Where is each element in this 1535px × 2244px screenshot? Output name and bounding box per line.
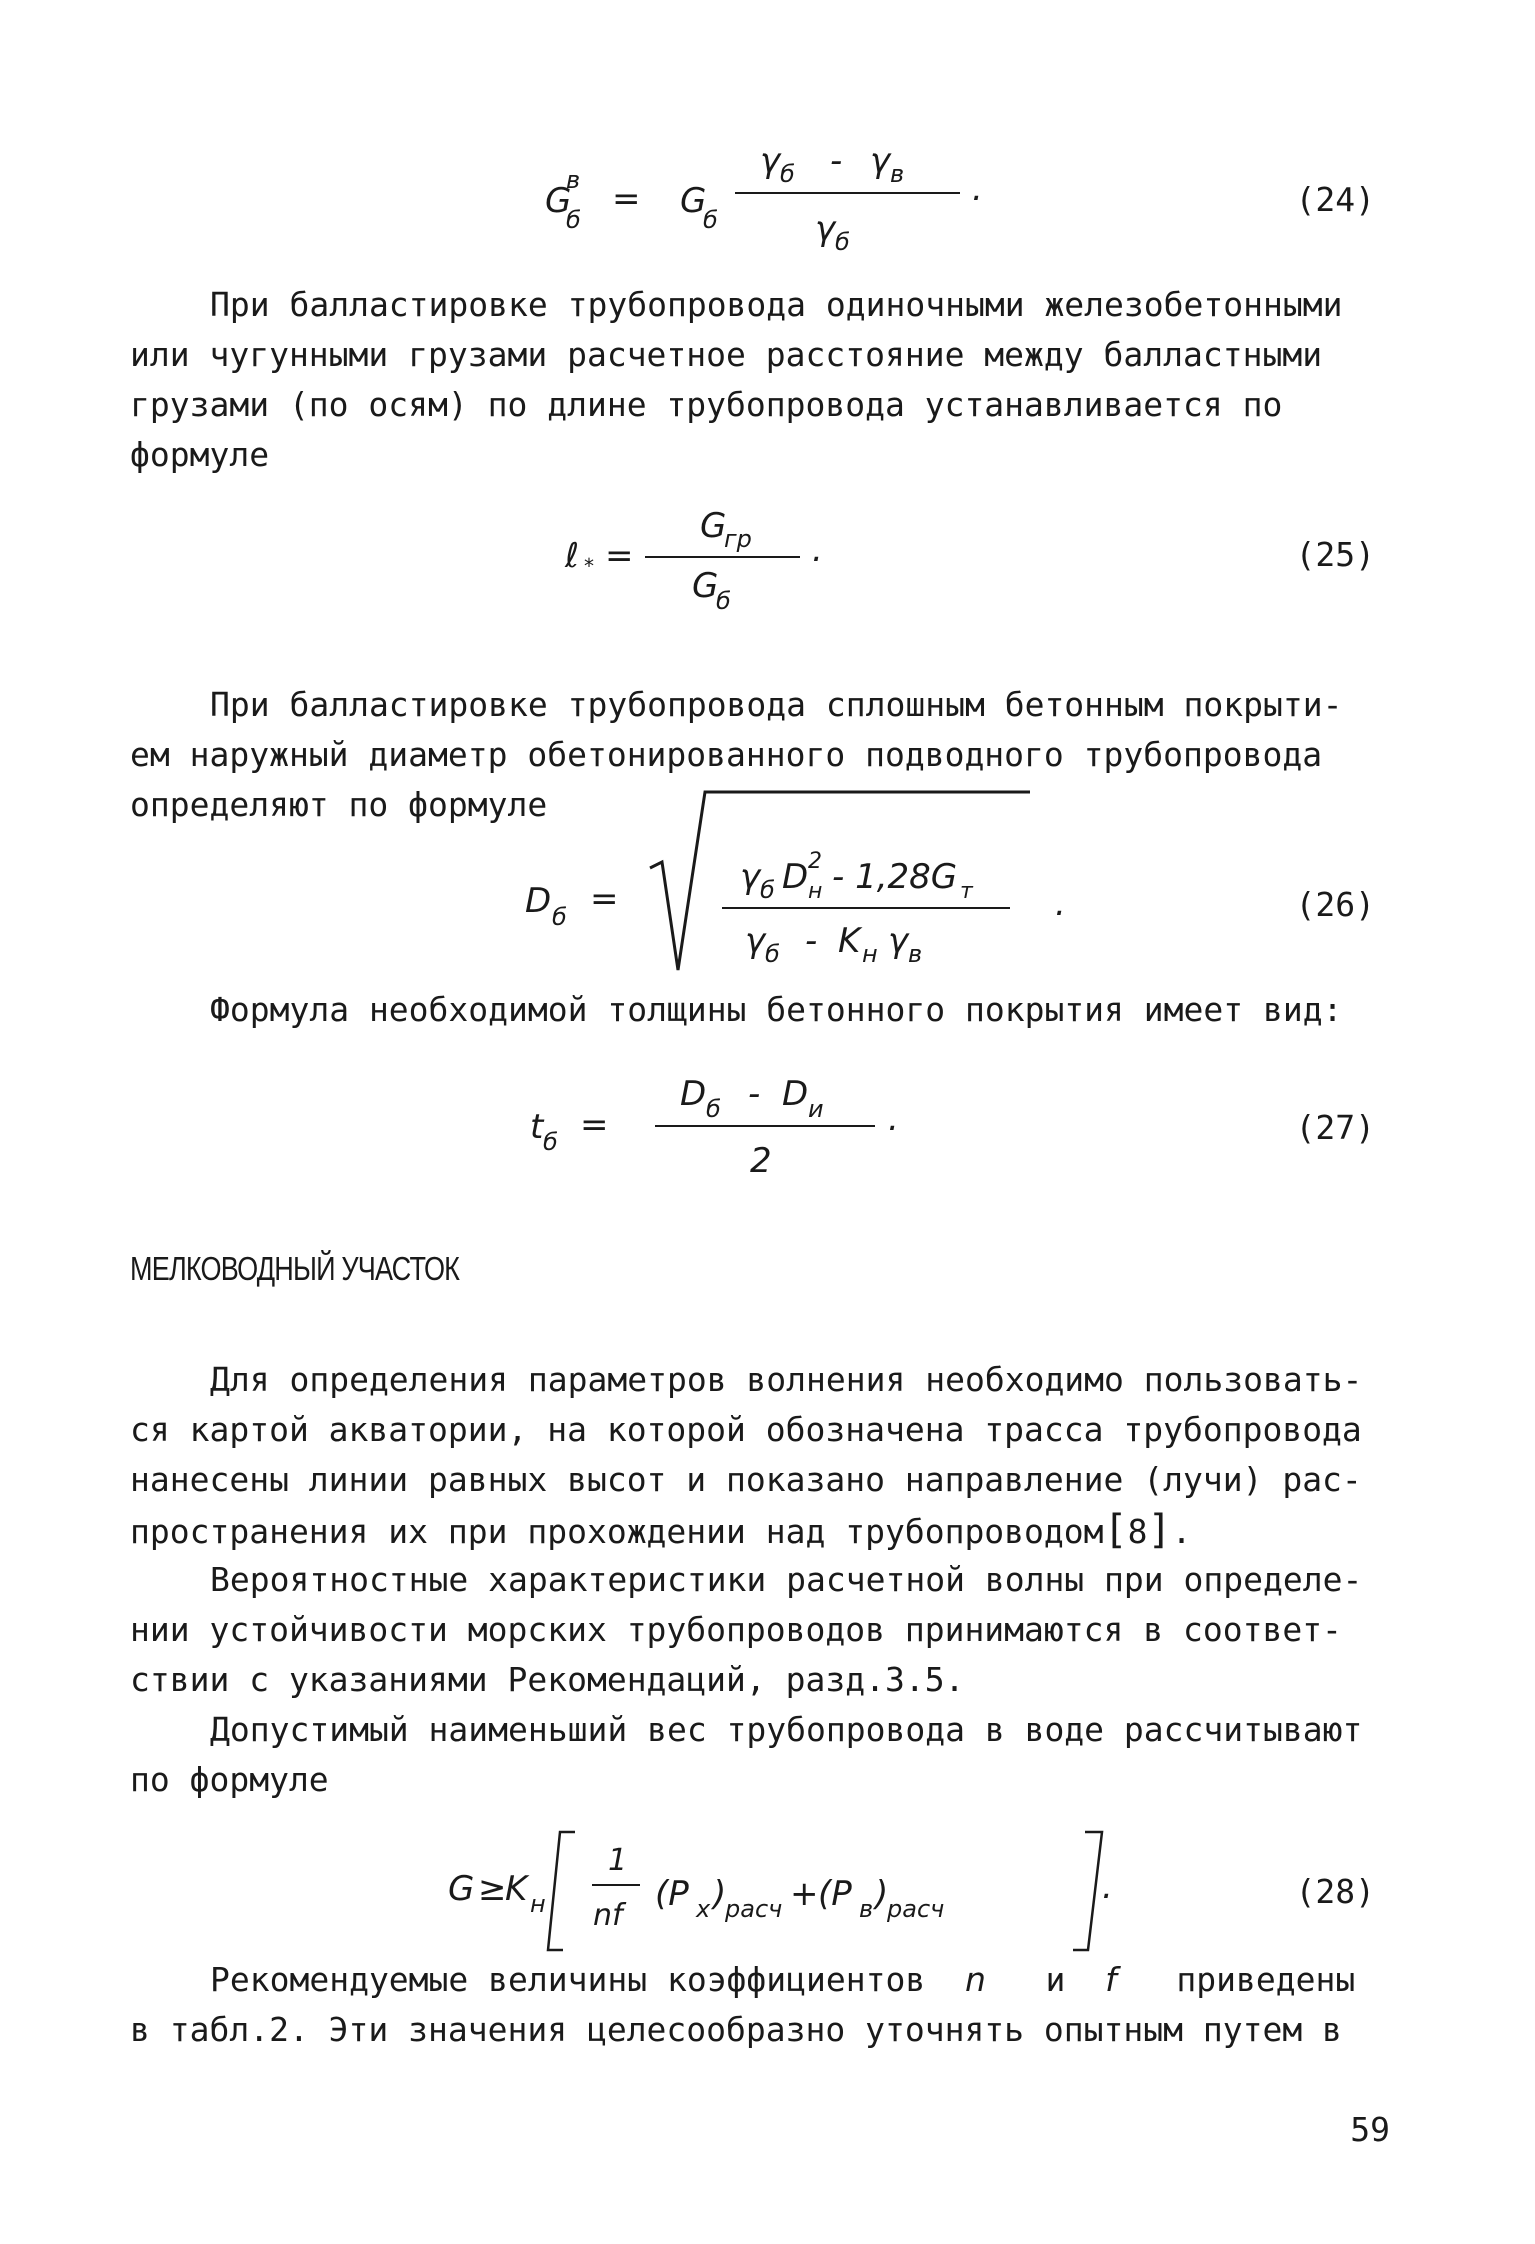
text-line: в табл.2. Эти значения целесообразно уточнять опытным путем в [130,2010,1342,2049]
svg-text:расч: расч [887,1895,945,1923]
paragraph-ballast-spacing [130,280,1400,480]
page-number: 59 [1350,2110,1390,2149]
text-line: формуле [130,435,270,474]
text-line: или чугунными грузами расчетное расстояние между балластными [130,335,1323,374]
svg-text:б: б [716,587,731,615]
svg-text:н: н [530,1890,546,1918]
text-line: Формула необходимой толщины бетонного покрытия имеет вид: [210,990,1343,1029]
svg-text:гр: гр [724,525,752,553]
text-fragment: приведены [1176,1960,1356,1999]
svg-text:): ) [875,1874,889,1914]
formula-27-number: (27) [1295,1108,1375,1147]
svg-text:и: и [808,1095,824,1123]
svg-text:б: б [543,1128,558,1156]
coefficient-f: f [1105,1960,1117,1999]
svg-text:н: н [862,940,878,968]
text-fragment: пространения их при прохождении над трубопроводом [130,1512,1104,1551]
svg-text:б: б [552,903,567,931]
svg-text:D: D [782,857,809,897]
svg-text:н: н [808,879,823,904]
svg-text:.: . [1055,884,1066,924]
svg-text:D: D [782,1074,809,1114]
text-line: Допустимый наименьший вес трубопровода в воде рассчитывают [210,1710,1363,1749]
text-line: ся картой акватории, на которой обозначена трасса трубопровода [130,1410,1362,1449]
svg-text:б: б [780,160,795,188]
svg-text:*: * [584,554,594,578]
svg-text:т: т [960,879,973,904]
formula-25 [0,495,1535,625]
text-line: Для определения параметров волнения необходимо пользовать- [210,1360,1363,1399]
svg-text:в: в [566,166,581,194]
svg-text:G: G [545,181,572,221]
svg-text:(P: (P [655,1874,689,1914]
svg-text:в: в [859,1895,874,1923]
formula-28 [0,1810,1535,1960]
svg-text:.: . [812,530,823,570]
svg-text:ℓ: ℓ [565,536,580,576]
text-fragment: и [1045,1960,1066,1999]
svg-text:-: - [830,141,843,181]
formula-25-number: (25) [1295,535,1375,574]
svg-text:б: б [566,206,581,234]
svg-text:.: . [1102,1867,1113,1907]
svg-text:расч: расч [725,1895,783,1923]
text-line [130,1955,1400,2005]
citation-open-bracket: [ [1103,1507,1128,1553]
text-line: При балластировке трубопровода одиночными железобетонными [210,285,1343,324]
svg-text:x: x [696,1895,711,1923]
paragraph-wave-parameters [130,1355,1400,1557]
formula-27 [0,1060,1535,1190]
svg-text:в: в [908,940,923,968]
svg-text:≥: ≥ [478,1869,507,1909]
paragraph-coefficients [130,1955,1400,2055]
text-line: определяют по формуле [130,785,548,824]
text-line: нии устойчивости морских трубопроводов принимаются в соответ- [130,1610,1342,1649]
svg-text:=: = [605,536,634,576]
svg-text:γ: γ [760,141,781,181]
svg-text:D: D [525,881,552,921]
svg-text:t: t [530,1107,544,1147]
svg-text:б: б [765,940,780,968]
svg-text:б: б [706,1095,721,1123]
formula-26 [0,780,1535,980]
section-heading: МЕЛКОВОДНЫЙ УЧАСТОК [130,1250,460,1287]
svg-text:=: = [580,1105,609,1145]
formula-26-number: (26) [1295,885,1375,924]
text-line: ем наружный диаметр обетонированного подводного трубопровода [130,735,1323,774]
text-line: по формуле [130,1760,329,1799]
svg-text:-: - [748,1074,761,1114]
svg-text:(P: (P [818,1874,852,1914]
svg-text:=: = [590,879,619,919]
svg-text:2: 2 [750,1141,772,1181]
text-line [130,1505,1400,1557]
paragraph-thickness-formula [130,985,1400,1035]
text-line: грузами (по осям) по длине трубопровода устанавливается по [130,385,1283,424]
svg-text:.: . [888,1099,899,1139]
formula-28-number: (28) [1295,1872,1375,1911]
svg-text:.: . [972,169,983,209]
formula-24 [0,130,1535,270]
svg-text:γ: γ [888,921,909,961]
text-line: При балластировке трубопровода сплошным бетонным покрыти- [210,685,1343,724]
svg-text:б: б [703,206,718,234]
svg-text:б: б [835,228,850,256]
svg-text:D: D [680,1074,707,1114]
svg-text:γ: γ [815,209,836,249]
svg-text:+: + [790,1874,819,1914]
svg-text:G: G [700,506,727,546]
text-line: ствии с указаниями Рекомендаций, разд.3.5. [130,1660,965,1699]
svg-text:б: б [760,876,775,904]
paragraph-wave-characteristics [130,1555,1400,1705]
svg-text:-: - [805,921,818,961]
citation-close-bracket: ] [1147,1507,1172,1553]
svg-text:G: G [680,181,707,221]
svg-text:2: 2 [808,849,822,874]
svg-text:=: = [612,179,641,219]
svg-text:1: 1 [608,1843,628,1878]
text-line: Вероятностные характеристики расчетной волны при определе- [210,1560,1363,1599]
formula-26-expression [0,780,1535,980]
period: . [1171,1512,1192,1551]
citation-reference: 8 [1127,1512,1148,1551]
svg-text:γ: γ [745,921,766,961]
svg-text:- 1,28G: - 1,28G [832,857,958,897]
svg-text:γ: γ [740,857,761,897]
paragraph-min-weight [130,1705,1400,1805]
formula-24-number: (24) [1295,180,1375,219]
svg-text:K: K [505,1869,528,1909]
coefficient-n: n [965,1960,986,1999]
svg-text:): ) [713,1874,727,1914]
text-line: нанесены линии равных высот и показано направление (лучи) рас- [130,1460,1362,1499]
svg-text:в: в [890,160,905,188]
svg-text:G: G [448,1869,475,1909]
svg-text:K: K [838,921,861,961]
svg-text:γ: γ [870,141,891,181]
svg-text:nf: nf [593,1898,623,1933]
text-fragment: Рекомендуемые величины коэффициентов [210,1960,926,1999]
svg-text:G: G [692,566,719,606]
